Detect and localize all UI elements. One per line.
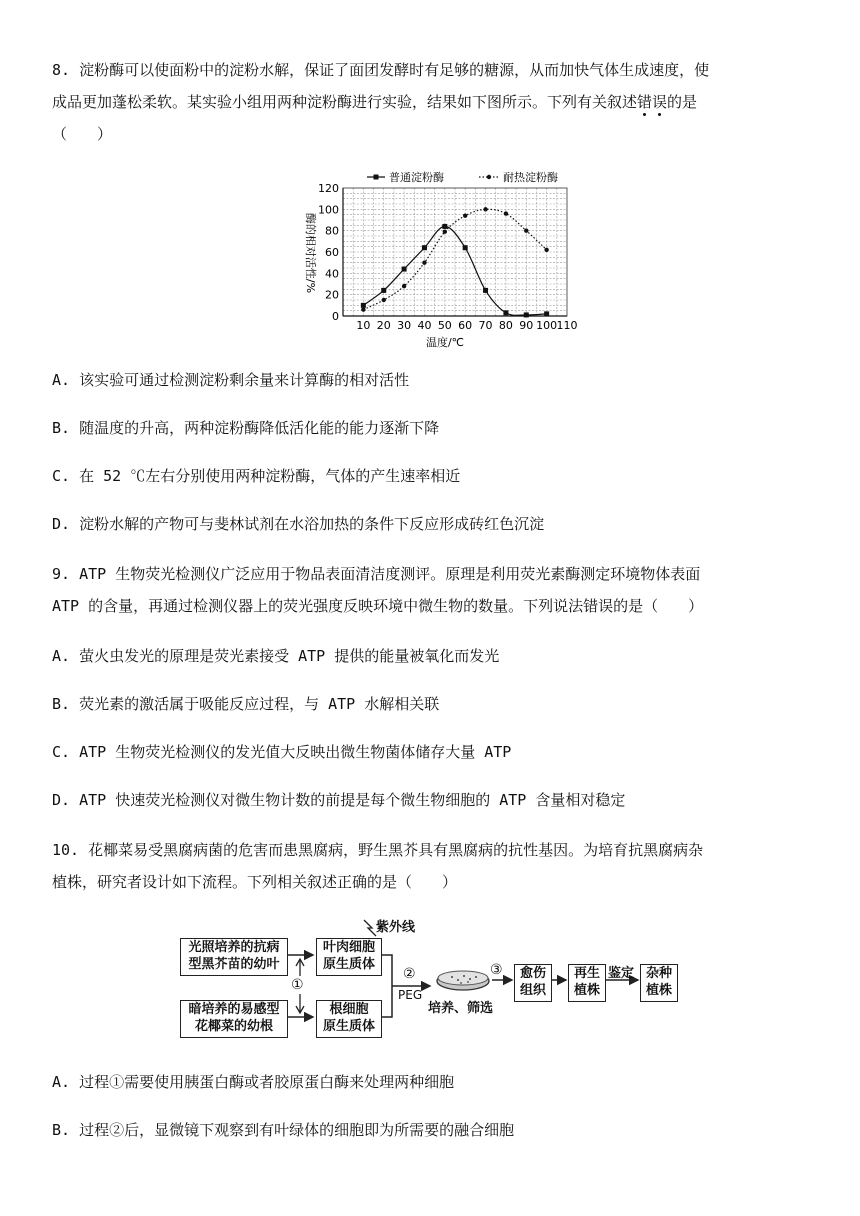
x-tick-label: 50 bbox=[437, 319, 452, 332]
q8-option-b: B. 随温度的升高，两种淀粉酶降低活化能的能力逐渐下降 bbox=[52, 419, 440, 437]
emphasis-wu: 误 bbox=[652, 93, 668, 111]
y-tick-label: 40 bbox=[325, 267, 339, 281]
dish-label: 培养、筛选 bbox=[428, 1001, 494, 1016]
petri-dish-top bbox=[438, 971, 488, 985]
legend-label-heat: 耐热淀粉酶 bbox=[503, 171, 558, 184]
q9-option-b: B. 荧光素的激活属于吸能反应过程，与 ATP 水解相关联 bbox=[52, 695, 440, 713]
x-tick-label: 60 bbox=[458, 319, 473, 332]
x-axis-label: 温度/℃ bbox=[425, 336, 465, 349]
x-tick-label: 90 bbox=[519, 319, 534, 332]
box-black-mustard-leaf bbox=[180, 938, 288, 976]
x-tick-label: 70 bbox=[478, 319, 493, 332]
q8-line1: 8. 淀粉酶可以使面粉中的淀粉水解，保证了面团发酵时有足够的糖源，从而加快气体生成速度，使 bbox=[52, 61, 710, 79]
uv-label: 紫外线 bbox=[376, 920, 416, 935]
q8-option-a: A. 该实验可通过检测淀粉剩余量来计算酶的相对活性 bbox=[52, 371, 410, 389]
box6-line1: 再生 bbox=[573, 966, 600, 981]
y-tick-label: 0 bbox=[332, 310, 339, 323]
box3-line2: 原生质体 bbox=[322, 957, 375, 972]
q10-option-a: A. 过程①需要使用胰蛋白酶或者胶原蛋白酶来处理两种细胞 bbox=[52, 1073, 455, 1091]
y-tick-label: 60 bbox=[325, 246, 339, 259]
q8-line2-end: 的是 bbox=[667, 93, 698, 111]
x-tick-label: 30 bbox=[397, 319, 412, 332]
y-tick-label: 100 bbox=[318, 203, 339, 217]
box7-line1: 杂种 bbox=[645, 966, 672, 981]
box6-line2: 植株 bbox=[573, 983, 600, 998]
q10-line1: 10. 花椰菜易受黑腐病菌的危害而患黑腐病，野生黑芥具有黑腐病的抗性基因。为培育抗黑腐病杂 bbox=[52, 841, 704, 859]
y-tick-label: 80 bbox=[325, 224, 339, 238]
q9-line1: 9. ATP 生物荧光检测仪广泛应用于物品表面清洁度测评。原理是利用荧光素酶测定环境物体表面 bbox=[52, 565, 701, 583]
box-callus bbox=[514, 964, 552, 1002]
box4-line1: 根细胞 bbox=[329, 1002, 369, 1017]
merge-bracket bbox=[382, 955, 392, 1017]
peg-label: PEG bbox=[398, 988, 423, 1002]
box5-line2: 组织 bbox=[519, 983, 546, 998]
x-tick-label: 10 bbox=[356, 319, 371, 332]
q9-option-a: A. 萤火虫发光的原理是荧光素接受 ATP 提供的能量被氧化而发光 bbox=[52, 647, 500, 665]
q8-option-c: C. 在 52 ℃左右分别使用两种淀粉酶，气体的产生速率相近 bbox=[52, 467, 461, 485]
box7-line2: 植株 bbox=[645, 983, 672, 998]
q9-line2: ATP 的含量，再通过检测仪器上的荧光强度反映环境中微生物的数量。下列说法错误的是（ ） bbox=[52, 597, 704, 615]
legend-label-normal: 普通淀粉酶 bbox=[389, 171, 444, 184]
q8-line2-text: 成品更加蓬松柔软。某实验小组用两种淀粉酶进行实验，结果如下图所示。下列有关叙述 bbox=[52, 93, 638, 111]
x-tick-label: 20 bbox=[376, 319, 391, 332]
y-tick-label: 20 bbox=[325, 288, 339, 302]
box2-line1: 暗培养的易感型 bbox=[188, 1002, 280, 1017]
box-root-protoplast bbox=[316, 1000, 382, 1038]
box1-line2: 型黑芥苗的幼叶 bbox=[188, 957, 280, 972]
box-regenerated-plant bbox=[568, 964, 606, 1002]
q8-answer-paren: （ ） bbox=[52, 125, 113, 143]
y-axis-label: 酶的相对活性/% bbox=[304, 212, 317, 294]
q9-option-c: C. ATP 生物荧光检测仪的发光值大反映出微生物菌体储存大量 ATP bbox=[52, 743, 512, 761]
x-tick-label: 100 bbox=[536, 319, 558, 332]
q8-option-d: D. 淀粉水解的产物可与斐林试剂在水浴加热的条件下反应形成砖红色沉淀 bbox=[52, 515, 545, 533]
q10-option-b: B. 过程②后，显微镜下观察到有叶绿体的细胞即为所需要的融合细胞 bbox=[52, 1121, 515, 1139]
box-cauliflower-root bbox=[180, 1000, 288, 1038]
box5-line1: 愈伤 bbox=[519, 966, 546, 981]
identify-label: 鉴定 bbox=[608, 966, 635, 981]
q9-option-d: D. ATP 快速荧光检测仪对微生物计数的前提是每个微生物细胞的 ATP 含量相对稳定 bbox=[52, 791, 626, 809]
step2-label: ② bbox=[403, 966, 416, 982]
x-tick-label: 110 bbox=[556, 319, 578, 332]
step3-label: ③ bbox=[490, 962, 503, 978]
box-mesophyll-protoplast bbox=[316, 938, 382, 976]
uv-arrow bbox=[364, 920, 376, 936]
box4-line2: 原生质体 bbox=[322, 1019, 375, 1034]
x-tick-label: 80 bbox=[498, 319, 513, 332]
q10-line2: 植株，研究者设计如下流程。下列相关叙述正确的是（ ） bbox=[52, 873, 458, 891]
box2-line2: 花椰菜的幼根 bbox=[194, 1019, 273, 1034]
emphasis-cuo: 错 bbox=[637, 93, 653, 111]
box3-line1: 叶肉细胞 bbox=[322, 940, 375, 955]
x-tick-label: 40 bbox=[417, 319, 432, 332]
y-tick-label: 120 bbox=[318, 182, 339, 195]
box-hybrid-plant bbox=[640, 964, 678, 1002]
step1-label: ① bbox=[291, 977, 304, 993]
box1-line1: 光照培养的抗病 bbox=[188, 940, 280, 955]
